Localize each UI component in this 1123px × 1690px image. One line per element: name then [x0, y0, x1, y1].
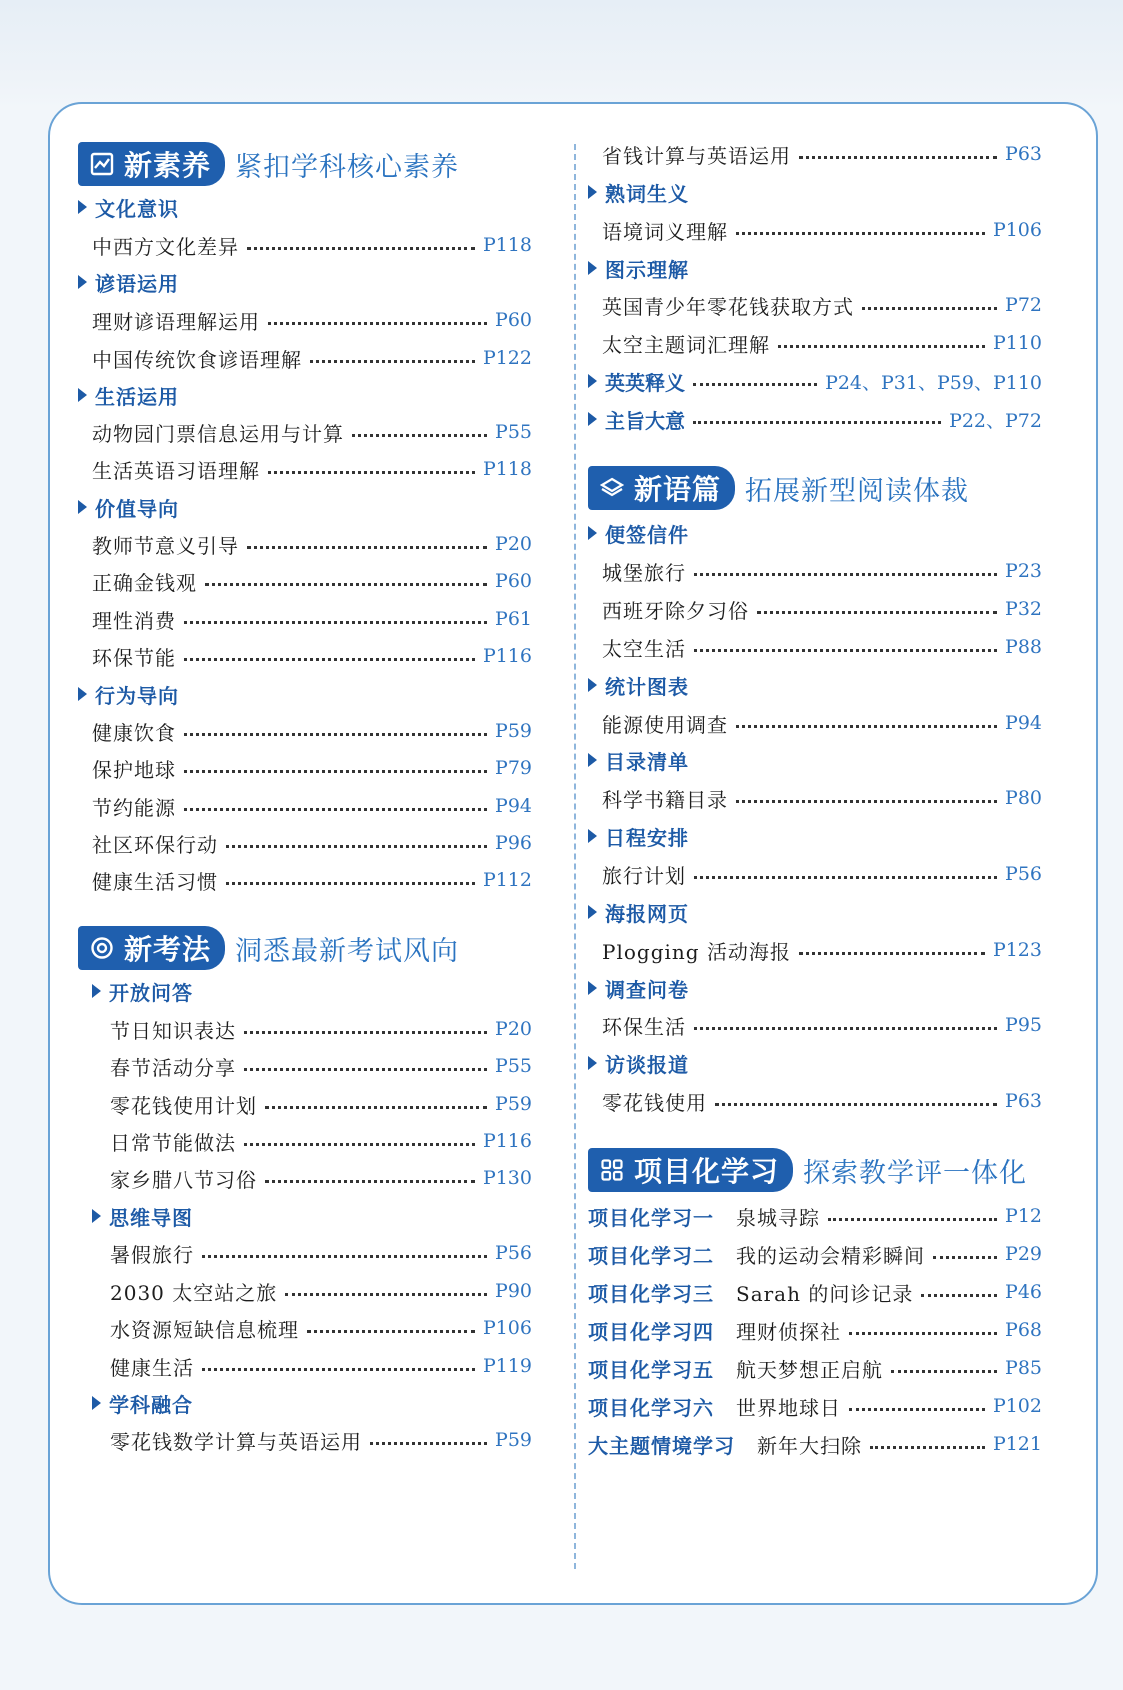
project-entry[interactable]: 项目化学习五 航天梦想正启航 P85: [588, 1357, 1042, 1382]
toc-entry[interactable]: 2030 太空站之旅 P90: [110, 1280, 532, 1305]
toc-entry[interactable]: 环保生活 P95: [602, 1014, 1042, 1039]
section-core-heading: 新素养: [124, 149, 212, 182]
toc-entry[interactable]: 语境词义理解 P106: [602, 219, 1042, 244]
project-entry[interactable]: 项目化学习一 泉城寻踪 P12: [588, 1205, 1042, 1230]
section-core-title: [78, 142, 459, 186]
toc-entry[interactable]: 能源使用调查 P94: [602, 712, 1042, 737]
toc-entry[interactable]: 春节活动分享 P55: [110, 1055, 532, 1080]
layers-icon: [600, 476, 624, 500]
toc-entry[interactable]: 太空生活 P88: [602, 636, 1042, 661]
toc-entry[interactable]: 保护地球 P79: [92, 757, 532, 782]
project-entry[interactable]: 项目化学习四 理财侦探社 P68: [588, 1319, 1042, 1344]
section-project-title: [588, 1148, 1027, 1192]
category-charts: 统计图表: [588, 670, 689, 700]
toc-entry[interactable]: 健康生活习惯 P112: [92, 869, 532, 894]
section-project-heading: 项目化学习: [634, 1155, 780, 1188]
toc-entry[interactable]: 环保节能 P116: [92, 645, 532, 670]
toc-entry[interactable]: 省钱计算与英语运用 P63: [602, 143, 1042, 168]
toc-entry[interactable]: 暑假旅行 P56: [110, 1242, 532, 1267]
section-exam-heading: 新考法: [124, 933, 212, 966]
toc-entry[interactable]: 家乡腊八节习俗 P130: [110, 1167, 532, 1192]
category-daily-use: 生活运用: [78, 380, 179, 410]
section-genre-title: [588, 466, 969, 510]
toc-entry[interactable]: 中西方文化差异 P118: [92, 234, 532, 259]
toc-entry[interactable]: 日常节能做法 P116: [110, 1130, 532, 1155]
target-icon: [90, 936, 114, 960]
column-divider: [574, 144, 576, 1569]
toc-entry[interactable]: Plogging 活动海报 P123: [602, 939, 1042, 964]
category-interview: 访谈报道: [588, 1048, 689, 1078]
contents-panel: [48, 102, 1098, 1605]
toc-entry[interactable]: 健康饮食 P59: [92, 720, 532, 745]
category-culture: 文化意识: [78, 192, 179, 222]
category-schedule: 日程安排: [588, 821, 689, 851]
toc-entry[interactable]: 零花钱数学计算与英语运用 P59: [110, 1429, 532, 1454]
category-behavior: 行为导向: [78, 679, 179, 709]
toc-entry[interactable]: 健康生活 P119: [110, 1355, 532, 1380]
toc-entry[interactable]: 节日知识表达 P20: [110, 1018, 532, 1043]
category-interdisciplinary: 学科融合: [92, 1388, 193, 1418]
toc-entry[interactable]: 节约能源 P94: [92, 795, 532, 820]
toc-entry[interactable]: 科学书籍目录 P80: [602, 787, 1042, 812]
project-entry[interactable]: 项目化学习六 世界地球日 P102: [588, 1395, 1042, 1420]
category-proverbs: 谚语运用: [78, 267, 179, 297]
grid-icon: [600, 1158, 624, 1182]
toc-entry[interactable]: 理性消费 P61: [92, 608, 532, 633]
toc-entry-category[interactable]: 主旨大意 P22、P72: [588, 404, 1042, 434]
chart-icon: [90, 152, 114, 176]
toc-entry[interactable]: 太空主题词汇理解 P110: [602, 332, 1042, 357]
toc-entry[interactable]: 城堡旅行 P23: [602, 560, 1042, 585]
toc-entry[interactable]: 英国青少年零花钱获取方式 P72: [602, 294, 1042, 319]
toc-entry[interactable]: 教师节意义引导 P20: [92, 533, 532, 558]
toc-entry[interactable]: 中国传统饮食谚语理解 P122: [92, 347, 532, 372]
toc-entry-category[interactable]: 英英释义 P24、P31、P59、P110: [588, 366, 1042, 396]
section-exam-title: [78, 926, 459, 970]
category-diagram-reading: 图示理解: [588, 253, 689, 283]
project-entry[interactable]: 项目化学习二 我的运动会精彩瞬间 P29: [588, 1243, 1042, 1268]
section-genre-heading: 新语篇: [634, 473, 722, 506]
toc-entry[interactable]: 理财谚语理解运用 P60: [92, 309, 532, 334]
category-familiar-words: 熟词生义: [588, 177, 689, 207]
section-genre-subtitle: 拓展新型阅读体裁: [745, 475, 970, 507]
toc-entry[interactable]: 水资源短缺信息梳理 P106: [110, 1317, 532, 1342]
toc-entry[interactable]: 正确金钱观 P60: [92, 570, 532, 595]
toc-entry[interactable]: 西班牙除夕习俗 P32: [602, 598, 1042, 623]
toc-entry[interactable]: 零花钱使用计划 P59: [110, 1093, 532, 1118]
project-entry[interactable]: 项目化学习三 Sarah 的问诊记录 P46: [588, 1281, 1042, 1306]
project-entry[interactable]: 大主题情境学习 新年大扫除 P121: [588, 1433, 1042, 1458]
toc-entry[interactable]: 生活英语习语理解 P118: [92, 458, 532, 483]
category-values: 价值导向: [78, 492, 179, 522]
category-open-qa: 开放问答: [92, 976, 193, 1006]
category-posters-web: 海报网页: [588, 897, 689, 927]
category-mind-map: 思维导图: [92, 1201, 193, 1231]
top-background: [0, 0, 1123, 110]
section-exam-subtitle: 洞悉最新考试风向: [235, 935, 460, 967]
category-survey: 调查问卷: [588, 973, 689, 1003]
toc-entry[interactable]: 社区环保行动 P96: [92, 832, 532, 857]
toc-entry[interactable]: 零花钱使用 P63: [602, 1090, 1042, 1115]
section-core-subtitle: 紧扣学科核心素养: [235, 151, 460, 183]
toc-entry[interactable]: 动物园门票信息运用与计算 P55: [92, 421, 532, 446]
category-notes-letters: 便签信件: [588, 518, 689, 548]
toc-entry[interactable]: 旅行计划 P56: [602, 863, 1042, 888]
section-project-subtitle: 探索教学评一体化: [803, 1157, 1028, 1189]
category-lists: 目录清单: [588, 745, 689, 775]
